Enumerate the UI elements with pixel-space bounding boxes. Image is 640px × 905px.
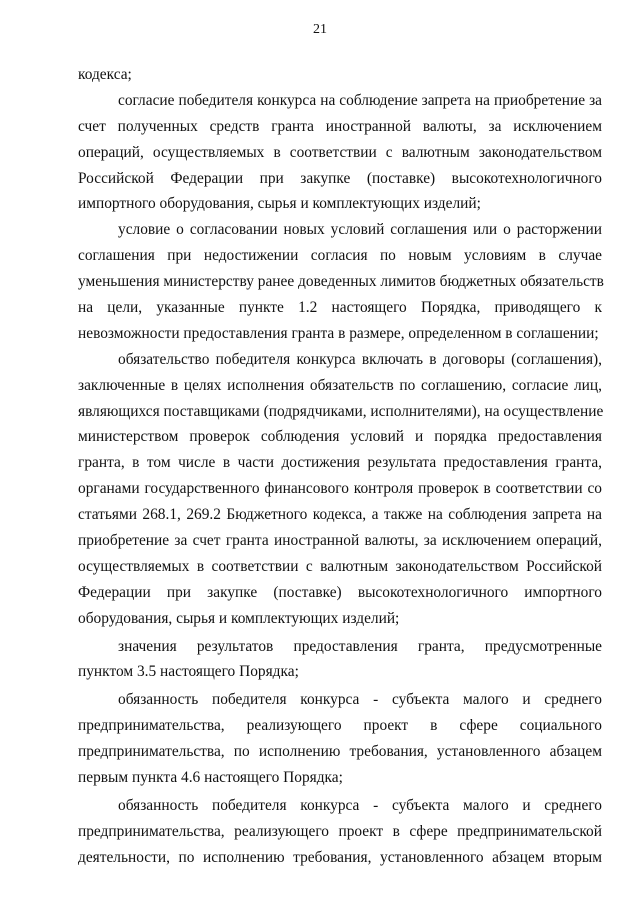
text-line: первым пункта 4.6 настоящего Порядка; — [78, 769, 343, 787]
paragraph-4 — [78, 347, 602, 632]
text-line: статьями 268.1, 269.2 Бюджетного кодекса, а также на соблюдения запрета на — [78, 506, 602, 524]
paragraph-1 — [78, 62, 602, 88]
paragraph-6 — [78, 687, 602, 791]
text-line: импортного оборудования, сырья и комплектующих изделий; — [78, 195, 481, 213]
text-line: министерством проверок соблюдения условий и порядка предоставления — [78, 428, 602, 446]
text-line: уменьшения министерству ранее доведенных лимитов бюджетных обязательств — [78, 273, 604, 291]
text-line: деятельности, по исполнению требования, установленного абзацем вторым — [78, 848, 602, 866]
text-line: обязанность победителя конкурса - субъекта малого и среднего — [118, 796, 602, 814]
paragraph-2 — [78, 88, 602, 217]
text-line: соглашения при недостижении согласия по новым условиям в случае — [78, 247, 602, 265]
text-line: кодекса; — [78, 66, 132, 83]
text-line: на цели, указанные пункте 1.2 настоящего Порядка, приводящего к — [78, 299, 602, 317]
text-line: Российской Федерации при закупке (поставке) высокотехнологичного — [78, 169, 602, 187]
text-line: пунктом 3.5 настоящего Порядка; — [78, 663, 299, 681]
text-line: условие о согласовании новых условий соглашения или о расторжении — [118, 221, 602, 239]
text-line: приобретение за счет гранта иностранной валюты, за исключением операций, — [78, 532, 602, 550]
paragraph-3 — [78, 217, 602, 346]
document-body — [78, 62, 602, 871]
text-line: являющихся поставщиками (подрядчиками, исполнителями), на осуществление — [78, 402, 604, 420]
text-line: оборудования, сырья и комплектующих изделий; — [78, 609, 400, 627]
text-line: предпринимательства, по исполнению требования, установленного абзацем — [78, 743, 602, 761]
text-line: согласие победителя конкурса на соблюдение запрета на приобретение за — [118, 91, 602, 109]
paragraph-7 — [78, 793, 602, 871]
text-line: обязательство победителя конкурса включать в договоры (соглашения), — [118, 350, 602, 368]
text-line: гранта, в том числе в части достижения результата предоставления гранта, — [78, 454, 602, 472]
text-line: счет полученных средств гранта иностранной валюты, за исключением — [78, 117, 602, 135]
paragraph-5 — [78, 634, 602, 686]
text-line: операций, осуществляемых в соответствии с валютным законодательством — [78, 143, 602, 161]
text-line: Федерации при закупке (поставке) высокотехнологичного импортного — [78, 583, 602, 601]
text-line: невозможности предоставления гранта в размере, определенном в соглашении; — [78, 324, 599, 342]
text-line: значения результатов предоставления гранта, предусмотренные — [118, 637, 602, 655]
text-line: предпринимательства, реализующего проект в сфере социального — [78, 717, 602, 735]
page-number: 21 — [313, 22, 327, 37]
text-line: заключенные в целях исполнения обязательств по соглашению, согласие лиц, — [78, 376, 602, 394]
text-line: органами государственного финансового контроля проверок в соответствии со — [78, 480, 602, 498]
text-line: обязанность победителя конкурса - субъекта малого и среднего — [118, 691, 602, 709]
text-line: предпринимательства, реализующего проект в сфере предпринимательской — [78, 822, 602, 840]
text-line: осуществляемых в соответствии с валютным законодательством Российской — [78, 557, 602, 575]
